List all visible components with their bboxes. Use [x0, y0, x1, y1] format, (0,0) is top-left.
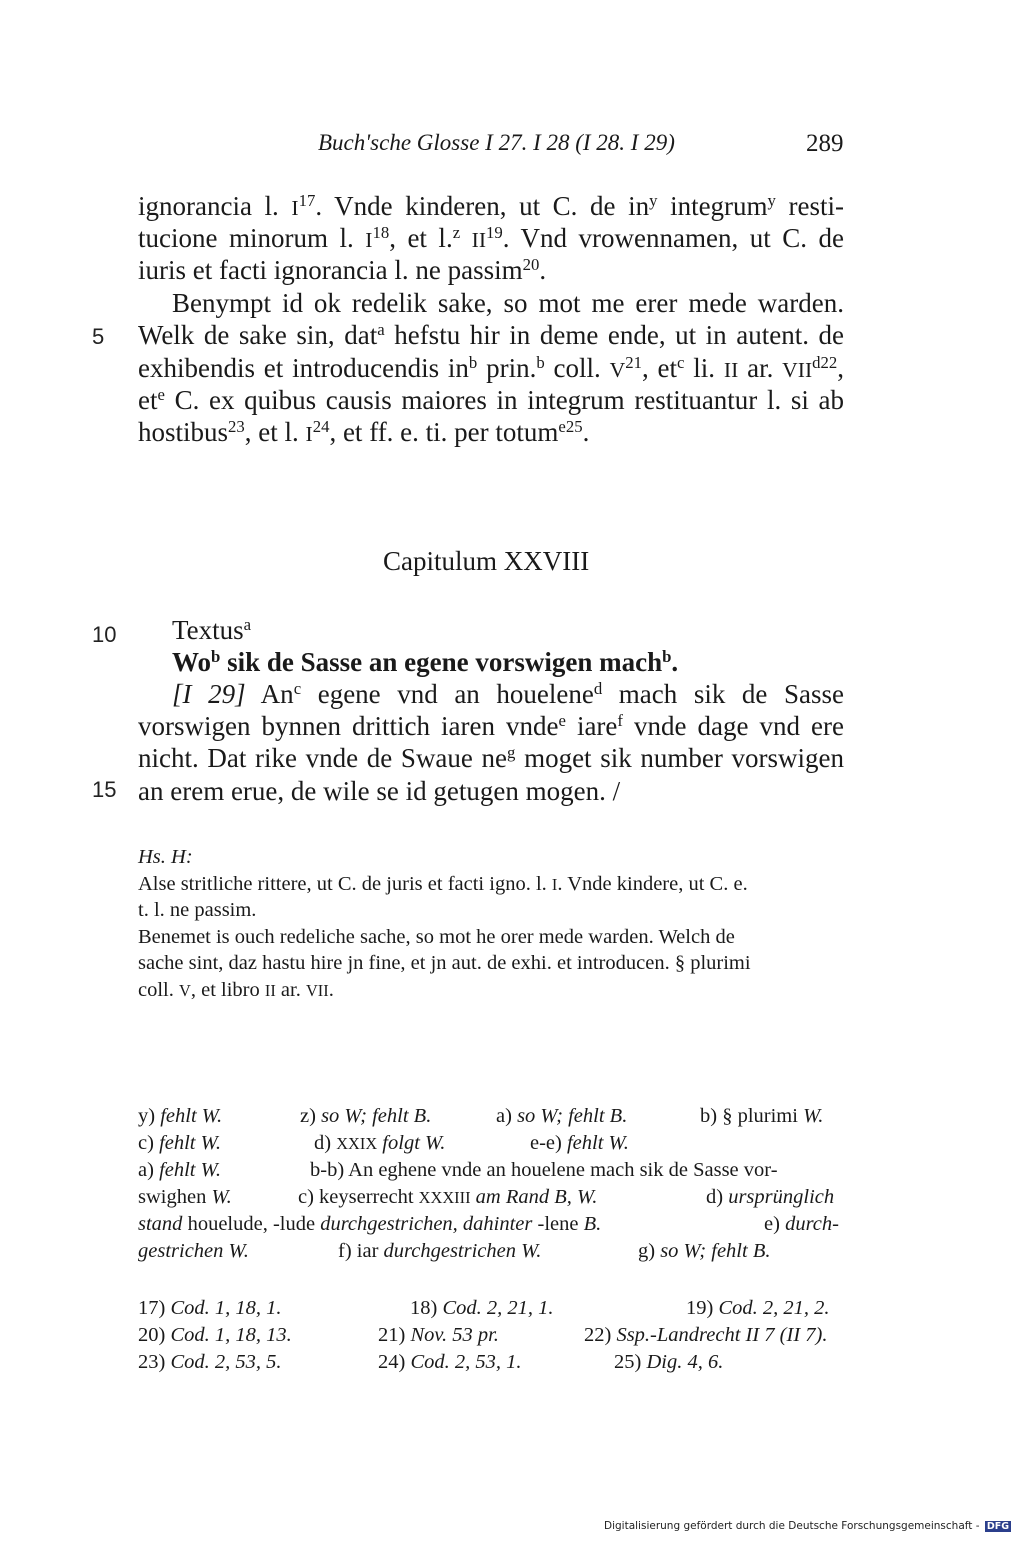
digitization-footer	[604, 1520, 1011, 1532]
text-line: ignorancia l. $I^{17}$. Vnde kinderen, ut C. de $in^y$ integrum$^y$ resti-	[138, 190, 844, 221]
manuscript-label: Hs. H:	[138, 846, 193, 868]
manuscript-line: Benemet is ouch redeliche sache, so mot he orer mede warden. Welch de	[138, 926, 735, 948]
footnote: stand houelude, -lude durchgestrichen, dahinter -lene B.	[138, 1213, 602, 1235]
footnote: 25) Dig. 4, 6.	[614, 1351, 724, 1373]
manuscript-line: coll. V, et libro II ar. VII.	[138, 979, 334, 1001]
page-number: 289	[806, 130, 844, 157]
line-number: 5	[92, 324, 105, 349]
footnote: gestrichen W.	[138, 1240, 249, 1262]
running-header-title: Buch'sche Glosse I 27. I 28 (I 28. I 29)	[318, 130, 675, 155]
footnote: 18) Cod. 2, 21, 1.	[410, 1297, 554, 1319]
footnote: d) XXIX folgt W.	[314, 1132, 446, 1154]
footnote: 17) Cod. 1, 18, 1.	[138, 1297, 282, 1319]
text-line: nicht. Dat rike vnde de Swaue $ne^g$ moget sik number vorswigen	[138, 742, 844, 773]
text-line: hostibus$^{23}$, et l. $I^{24}$, et ff. e. ti. per totum$^{e25}$.	[138, 416, 590, 447]
footnote: b) § plurimi W.	[700, 1105, 824, 1127]
footnote: e) durch-	[764, 1213, 839, 1235]
textus-label: Textus$^a$	[172, 614, 252, 645]
line-number: 10	[92, 622, 117, 647]
footnote: z) so W; fehlt B.	[300, 1105, 432, 1127]
footnote: 22) Ssp.-Landrecht II 7 (II 7).	[584, 1324, 828, 1346]
footnote: a) so W; fehlt B.	[496, 1105, 628, 1127]
footnote: 20) Cod. 1, 18, 13.	[138, 1324, 292, 1346]
footnote: a) fehlt W.	[138, 1159, 221, 1181]
footnote: 23) Cod. 2, 53, 5.	[138, 1351, 282, 1373]
footnote: swighen W.	[138, 1186, 232, 1208]
footnote: 21) Nov. 53 pr.	[378, 1324, 499, 1346]
footer-text: Digitalisierung gefördert durch die Deutsche Forschungsgemeinschaft -	[604, 1520, 980, 1532]
footnote: b-b) An eghene vnde an houelene mach sik de Sasse vor-	[310, 1159, 778, 1181]
footnote: c) fehlt W.	[138, 1132, 221, 1154]
line-number: 15	[92, 777, 117, 802]
manuscript-line: sache sint, daz hastu hire jn fine, et jn aut. de exhi. et introducen. § plurimi	[138, 952, 751, 974]
footnote: 19) Cod. 2, 21, 2.	[686, 1297, 830, 1319]
text-line: Welk de sake sin, dat$^a$ hefstu hir in deme ende, ut in autent. de	[138, 319, 844, 350]
text-line: Benympt id ok redelik sake, so mot me erer mede warden.	[172, 288, 844, 318]
footnote: 24) Cod. 2, 53, 1.	[378, 1351, 522, 1373]
footnote: d) ursprünglich	[706, 1186, 835, 1208]
footnote: y) fehlt W.	[138, 1105, 223, 1127]
text-line: exhibendis et introducendis $in^b$ prin.$^b$ coll. $V^{21}$, $et^c$ li. II ar. $VII^{d22}$,	[138, 352, 844, 383]
chapter-title: Capitulum XXVIII	[383, 546, 590, 576]
dfg-logo: DFG	[986, 1521, 1010, 1532]
text-line: tucione minorum l. $I^{18}$, et l.$^z$ II$^{19}$. Vnd vrowennamen, ut C. de	[138, 222, 845, 253]
text-line: $et^e$ C. ex quibus causis maiores in integrum restituantur l. si ab	[138, 384, 844, 415]
manuscript-line: t. l. ne passim.	[138, 899, 257, 921]
text-line: [I 29] An$^c$ egene vnd an houelene$^d$ mach sik de Sasse	[172, 678, 844, 709]
footnote: e-e) fehlt W.	[530, 1132, 629, 1154]
manuscript-line: Alse stritliche rittere, ut C. de juris et facti igno. l. I. Vnde kindere, ut C. e.	[138, 873, 748, 895]
footnote: f) iar durchgestrichen W.	[338, 1240, 542, 1262]
footnote: g) so W; fehlt B.	[638, 1240, 771, 1262]
textus-heading: Wo$^b$ sik de Sasse an egene vorswigen mach$^b$.	[172, 646, 679, 677]
text-line: an erem erue, de wile se id getugen mogen. /	[138, 776, 621, 806]
text-line: iuris et facti ignorancia l. ne passim$^{20}$.	[138, 254, 547, 285]
text-line: vorswigen bynnen drittich iaren vnde$^e$ iare$^f$ vnde dage vnd ere	[138, 710, 844, 741]
footnote: c) keyserrecht XXXIII am Rand B, W.	[298, 1186, 598, 1208]
